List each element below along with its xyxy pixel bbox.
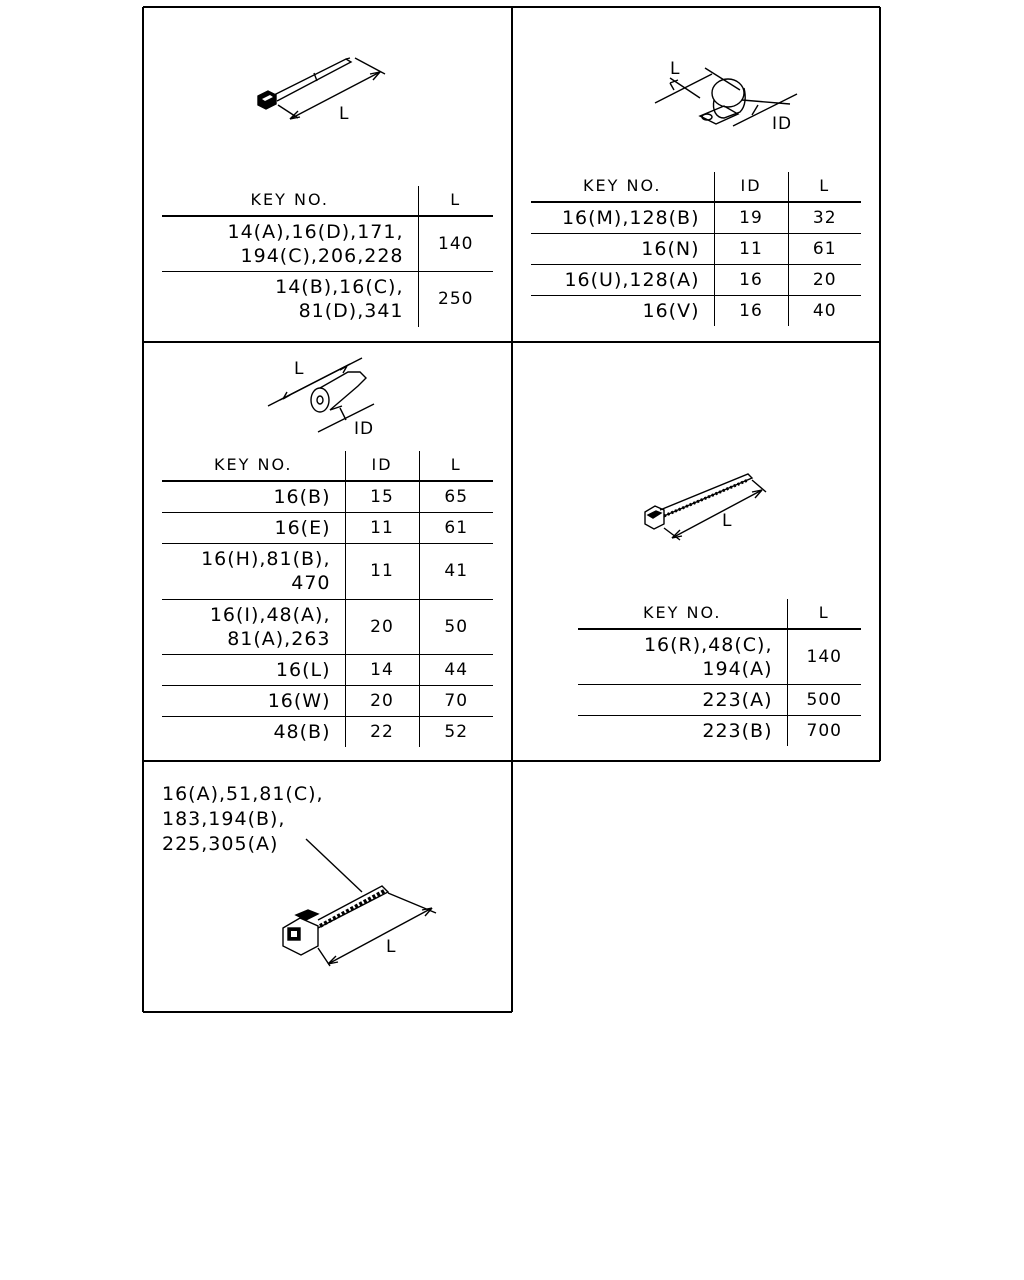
- p2-dim-ID: ID: [772, 114, 793, 134]
- table-row: [162, 481, 493, 512]
- key-cell: 16(M),128(B): [531, 202, 714, 233]
- key-line: 14(B),16(C),: [275, 276, 404, 299]
- L-cell: 140: [787, 629, 861, 684]
- p3-header-key: KEY NO.: [162, 451, 345, 481]
- key-cell: [578, 629, 787, 684]
- p1-header-key: KEY NO.: [162, 186, 418, 216]
- key-cell: [162, 543, 345, 599]
- key-line: 14(A),16(D),171,: [227, 220, 404, 243]
- key-cell: 16(N): [531, 233, 714, 264]
- key-line: 81(D),341: [298, 300, 404, 323]
- p4-key-table: [578, 599, 861, 746]
- ID-cell: 20: [345, 599, 419, 654]
- L-cell: 700: [806, 720, 842, 741]
- key-cell: 16(L): [162, 654, 345, 685]
- ID-cell: 22: [345, 716, 419, 747]
- key-line: 81(A),263: [227, 627, 331, 650]
- L-cell: 50: [419, 599, 493, 654]
- p1-key-table: [162, 186, 493, 327]
- key-line: 194(C),206,228: [240, 244, 404, 267]
- L-cell: 32: [788, 202, 861, 233]
- ID-cell: 19: [714, 202, 788, 233]
- table-row: [162, 271, 493, 327]
- table-row: [162, 512, 493, 543]
- table-row: [531, 202, 861, 233]
- table-row: [162, 685, 493, 716]
- key-cell: 16(U),128(A): [531, 264, 714, 295]
- key-cell: 48(B): [162, 716, 345, 747]
- p4-header-L: L: [787, 599, 861, 629]
- L-cell: 65: [419, 481, 493, 512]
- p3-header-L: L: [419, 451, 493, 481]
- table-row: [162, 216, 493, 271]
- p2-key-table: [531, 172, 861, 326]
- L-cell: 500: [787, 684, 861, 715]
- key-cell: 16(W): [162, 685, 345, 716]
- key-cell: 16(B): [162, 481, 345, 512]
- p5-callout-line: 16(A),51,81(C),: [162, 783, 324, 805]
- L-cell: 140: [418, 216, 493, 271]
- key-cell: 16(E): [162, 512, 345, 543]
- ID-cell: 15: [345, 481, 419, 512]
- key-line: 16(R),48(C),: [643, 633, 773, 656]
- L-cell: 250: [438, 289, 474, 310]
- p5-dim-L: L: [386, 937, 397, 957]
- p3-header-ID: ID: [345, 451, 419, 481]
- ID-cell: 20: [345, 685, 419, 716]
- L-cell: 61: [788, 233, 861, 264]
- p5-callout-line: 225,305(A): [162, 833, 279, 855]
- p3-dim-L: L: [294, 359, 305, 379]
- p2-header-key: KEY NO.: [531, 172, 714, 202]
- table-row: [531, 295, 861, 326]
- table-row: [162, 716, 493, 747]
- ID-cell: 16: [714, 295, 788, 326]
- key-cell: [162, 271, 418, 327]
- p3-dim-ID: ID: [354, 419, 375, 439]
- L-cell: 44: [419, 654, 493, 685]
- key-cell: [162, 599, 345, 654]
- p2-dim-L: L: [670, 59, 681, 79]
- ID-cell: 14: [345, 654, 419, 685]
- L-cell: 61: [419, 512, 493, 543]
- L-cell: 40: [812, 300, 837, 321]
- L-cell: 52: [444, 721, 469, 742]
- table-row: [531, 264, 861, 295]
- table-row: [578, 629, 861, 684]
- L-cell: 70: [419, 685, 493, 716]
- p4-header-key: KEY NO.: [578, 599, 787, 629]
- key-cell: 16(V): [531, 295, 714, 326]
- p2-header-ID: ID: [714, 172, 788, 202]
- table-row: [531, 233, 861, 264]
- table-row: [578, 715, 861, 746]
- ID-cell: 11: [714, 233, 788, 264]
- p5-callout-line: 183,194(B),: [162, 808, 286, 830]
- table-row: [162, 654, 493, 685]
- p2-header-L: L: [788, 172, 861, 202]
- ID-cell: 11: [345, 512, 419, 543]
- key-cell: 223(A): [578, 684, 787, 715]
- key-cell: 223(B): [578, 715, 787, 746]
- table-row: [578, 684, 861, 715]
- cable-tie-large-drawing: [283, 839, 436, 966]
- key-line: 194(A): [702, 657, 773, 680]
- ID-cell: 11: [345, 543, 419, 599]
- p4-dim-L: L: [722, 511, 733, 531]
- cable-tie-drawing: [645, 474, 766, 540]
- key-cell: [162, 216, 418, 271]
- clip-drawing: [258, 58, 385, 119]
- L-cell: 20: [788, 264, 861, 295]
- table-row: [162, 543, 493, 599]
- L-cell: 41: [419, 543, 493, 599]
- table-row: [162, 599, 493, 654]
- key-line: 470: [291, 572, 331, 594]
- p3-key-table: [162, 451, 493, 747]
- key-line: 16(I),48(A),: [209, 603, 331, 626]
- ID-cell: 16: [714, 264, 788, 295]
- p1-dim-L: L: [339, 104, 350, 124]
- key-line: 16(H),81(B),: [201, 548, 331, 570]
- p1-header-L: L: [418, 186, 493, 216]
- p5-callout: [162, 782, 324, 857]
